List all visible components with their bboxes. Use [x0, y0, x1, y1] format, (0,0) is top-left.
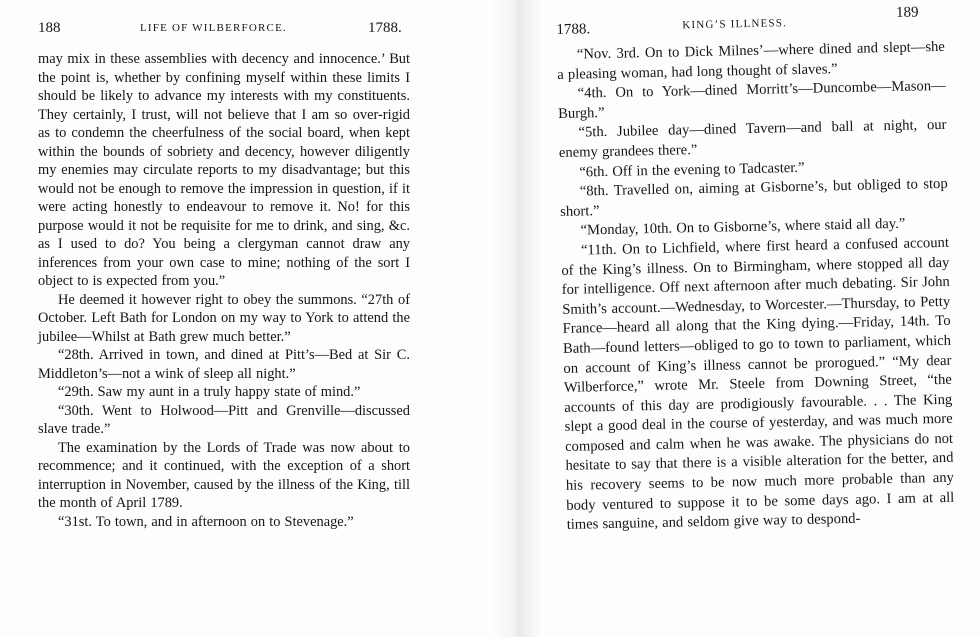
right-paragraph: “Nov. 3rd. On to Dick Milnes’—where dined and slept—she a pleasing woman, had long thought of slaves.” [557, 38, 945, 83]
right-paragraph: “8th. Travelled on, aiming at Gisborne’s, but obliged to stop short.” [560, 175, 948, 220]
left-paragraph: He deemed it however right to obey the summons. “27th of October. Left Bath for London on my way to York to attend the jubilee—Whilst at Bath grew much better.” [38, 291, 410, 345]
left-paragraph: may mix in these assemblies with decency and innocence.’ But the point is, whether by confining myself within these limits I should be likely to advance my interests with my constituents. They certainly, I trust, will not believe that I am so over-rigid as to condemn the cheerfulness of the social board, when kept within the bounds of sobriety and decency, however diligently my enemies may circulate reports to my disadvantage; but this would not be enough to remove the impression in question, if it were acting honestly to endeavour to remove it. No! for this purpose would it not be requisite for me to drink, and sing, &c. as I used to do? You being a clergyman cannot draw any inferences from your own case to mine; nothing of the sort I object to is expected from you.” [38, 51, 410, 289]
left-paragraph: The examination by the Lords of Trade was now about to recommence; and it continued, with the exception of a short interruption in November, caused by the illness of the King, till the month of April 1789. [38, 439, 410, 511]
right-page [556, 0, 955, 637]
right-paragraph: “11th. On to Lichfield, where first heard a confused account of the King’s illness. On to Birmingham, where stopped all day for intelligence. Off next afternoon after much debating. Sir John Smith’s account.—Wednesday, to Worcester.—Thursday, to Petty France—heard all along that the King dying.—Friday, 14th. To Bath—found letters—obliged to go to town to parliament, which on account of King’s illness cannot be prorogued.” “My dear Wilberforce,” wrote Mr. Steele from Downing Street, “the accounts of this day are prodigiously favourable. . . The King slept a good deal in the course of yesterday, and was much more composed and calm when he was awake. The physicians do not hesitate to say that there is a visible alteration for the better, and his recovery seems to be now much more probable than any body ventured to suppose it to be some days ago. I am at all times sanguine, and seldom give way to despond- [561, 234, 955, 534]
left-paragraph: “29th. Saw my aunt in a truly happy state of mind.” [58, 384, 361, 400]
left-paragraph: “31st. To town, and in afternoon on to Stevenage.” [58, 513, 354, 530]
right-page-content [556, 4, 955, 536]
left-page [38, 0, 410, 637]
left-page-number: 188 [38, 20, 61, 36]
book-gutter [488, 0, 544, 637]
right-paragraph: “4th. On to York—dined Morritt’s—Duncombe—Mason—Burgh.” [557, 78, 946, 122]
right-paragraph: “6th. Off in the evening to Tadcaster.” [579, 159, 805, 181]
left-running-head [38, 16, 410, 38]
right-paragraph: “5th. Jubilee day—dined Tavern—and ball at night, our enemy grandees there.” [558, 117, 947, 161]
left-running-year: 1788. [368, 20, 402, 36]
right-page-number: 189 [895, 4, 919, 21]
left-running-title: LIFE OF WILBERFORCE. [140, 22, 287, 34]
right-running-title: KING’S ILLNESS. [682, 17, 788, 32]
left-body-text [38, 50, 410, 531]
left-paragraph: “28th. Arrived in town, and dined at Pitt’s—Bed at Sir C. Middleton’s—not a wink of sleep all night.” [38, 347, 410, 382]
right-body-text [557, 38, 955, 536]
left-paragraph: “30th. Went to Holwood—Pitt and Grenville—discussed slave trade.” [38, 402, 410, 437]
right-running-head [556, 4, 944, 38]
right-paragraph: “Monday, 10th. On to Gisborne’s, where staid all day.” [580, 216, 906, 239]
right-running-year: 1788. [556, 21, 591, 38]
